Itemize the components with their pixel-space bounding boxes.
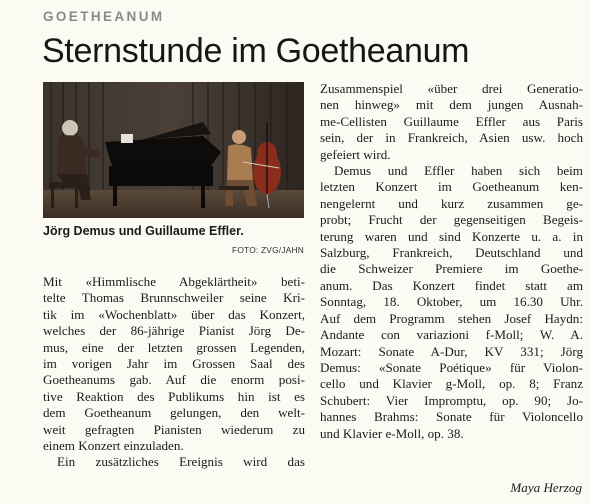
text-line: telte Thomas Brunnschweiler seine Kri-: [43, 290, 305, 306]
text-line: Goetheanums gab. Auf die enorm posi-: [43, 372, 305, 388]
section-label: GOETHEANUM: [43, 9, 165, 24]
text-line: weit gefragten Pianisten wiederum zu: [43, 421, 305, 437]
article-photo: [43, 82, 304, 218]
concert-photo-illustration: [43, 82, 304, 218]
text-line: tive Reaktion des Publikums hin ist es: [43, 388, 305, 404]
text-line: Demus und Effler haben sich beim: [334, 163, 583, 179]
text-line: und Klavier e-Moll, op. 38.: [320, 425, 464, 441]
text-line: Ein zusätzliches Ereignis wird das: [57, 454, 305, 470]
photo-caption: Jörg Demus und Guillaume Effler.: [43, 224, 244, 238]
author-byline: Maya Herzog: [510, 480, 582, 495]
text-line: tik im «Wochenblatt» über das Konzert,: [43, 306, 305, 322]
text-line: terung waren und sind Konzerte u. a. in: [320, 228, 583, 244]
article-column-2: [320, 81, 583, 442]
photo-credit: FOTO: ZVG/JAHN: [232, 245, 304, 255]
text-line: nen hinweg» mit dem jungen Ausnah-: [320, 97, 583, 113]
text-line: sein, der in Frankreich, Asien usw. hoch: [320, 130, 583, 146]
text-line: me-Cellisten Guillaume Effler aus Paris: [320, 113, 583, 129]
text-line: die Schweizer Premiere im Goethe-: [320, 261, 583, 277]
text-line: im vorigen Jahr im Grossen Saal des: [43, 356, 305, 372]
text-line: mus, eine der letzten grossen Legenden,: [43, 339, 305, 355]
text-line: Sonntag, 18. Oktober, um 16.30 Uhr.: [320, 294, 583, 310]
text-line: probt; Frucht der gegenseitigen Begeis-: [320, 212, 583, 228]
text-line: Schubert: Vier Impromptu, op. 90; Jo-: [320, 392, 583, 408]
text-line: hannes Brahms: Sonate für Violoncello: [320, 409, 583, 425]
text-line: cello und Klavier g-Moll, op. 8; Franz: [320, 376, 583, 392]
text-line: dem Goetheanum gelungen, den welt-: [43, 405, 305, 421]
text-line: nengelernt und kurz zusammen ge-: [320, 195, 583, 211]
text-line: anum. Das Konzert findet statt am: [320, 277, 583, 293]
text-line: Mit «Himmlische Abgeklärtheit» beti-: [43, 274, 305, 289]
article-column-1: [43, 274, 305, 471]
text-line: Mozart: Sonate A-Dur, KV 331; Jörg: [320, 343, 583, 359]
text-line: Auf dem Programm stehen Josef Haydn:: [320, 310, 583, 326]
text-line: Andante con variazioni f-Moll; W. A.: [320, 327, 583, 343]
text-line: einem Konzert einzuladen.: [43, 438, 184, 454]
text-line: Salzburg, Frankreich, Deutschland und: [320, 245, 583, 261]
text-line: letzten Konzert im Goetheanum ken-: [320, 179, 583, 195]
text-line: Zusammenspiel «über drei Generatio-: [320, 81, 583, 96]
text-line: gefeiert wird.: [320, 146, 391, 162]
text-line: Demus: «Sonate Poétique» für Violon-: [320, 359, 583, 375]
text-line: welches der 86-jährige Pianist Jörg De-: [43, 323, 305, 339]
headline: Sternstunde im Goetheanum: [42, 32, 470, 70]
